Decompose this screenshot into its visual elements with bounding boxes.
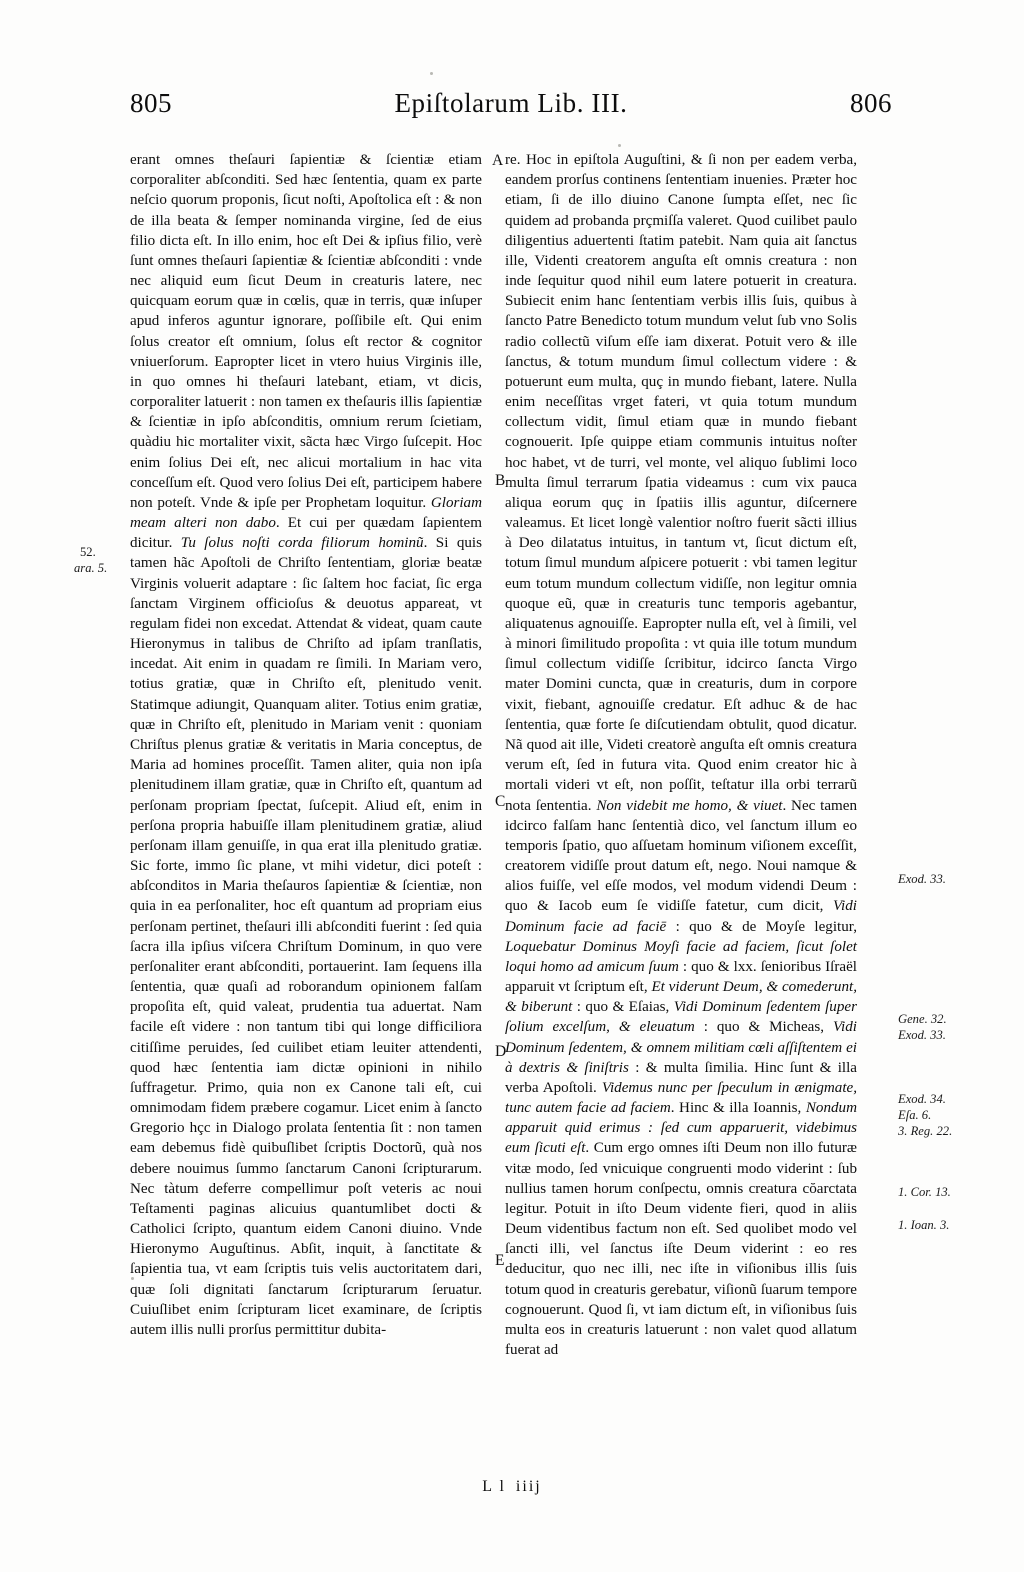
signature-number: iiij: [515, 1478, 542, 1495]
left-quote-2: Tu ſolus noſti corda filiorum hominũ: [180, 535, 424, 552]
right-text-part-3: : quo & de Moyſe legitur,: [666, 918, 857, 935]
right-text-part-8: . Hinc & illa Ioannis,: [670, 1100, 806, 1117]
right-quote-6: Vidi Dominum ſedentem, & omnem militiam cœli aſſiſtentem ei à dextris & ſiniſtris: [505, 1019, 857, 1076]
scan-speck: [430, 72, 433, 75]
scan-speck: [618, 144, 621, 147]
left-text-part-2: . Et cui per quædam ſapientem dicitur.: [130, 515, 482, 552]
margin-note-left-1: 52.: [80, 545, 96, 559]
right-text-part-2: . Nec tamen idcirco falſam hanc ſententià dico, vel ſanctum illum eo temporis ſpatio, quo aſſuetam hominum viſionem exceſſit, creatorem vidiſſe prout datum eſt, nego. Noui namque & alios fuiſſe, vel eſſe modos, vel modum videndi Deum : quo & Iacob eum ſe vidiſſe fatetur, cum dicit,: [505, 797, 858, 915]
column-left: [130, 150, 482, 1340]
right-quote-4: Et viderunt Deum, & comederunt, & biberunt: [505, 979, 857, 1016]
left-quote-1: Gloriam meam alteri non dabo: [130, 494, 482, 532]
margin-note-right-7: 1. Cor. 13.: [898, 1185, 951, 1199]
right-text-part-7: : & multa ſimilia. Hinc ſunt & illa verba Apoſtoli.: [505, 1059, 857, 1096]
folio-number-right: 806: [849, 88, 892, 118]
right-quote-3: Loquebatur Dominus Moyſi facie ad faciem, ſicut ſolet loqui homo ad amicum ſuum: [505, 938, 857, 975]
margin-note-right-1: Exod. 33.: [898, 872, 946, 886]
right-text-part-5: : quo & Eſaias,: [572, 999, 674, 1016]
signature-quire: L l: [482, 1478, 506, 1495]
signature-mark: [0, 1478, 1024, 1496]
margin-note-right-8: 1. Ioan. 3.: [898, 1218, 950, 1232]
right-text-part-1: re. Hoc in epiſtola Auguſtini, & ſi non per eadem verba, eandem prorſus continens ſententiam inuenies. Præter hoc etiam, ſi de illo diuino Canone ſumpta eſſet, nec ſic quidem ad probanda prçmiſſa valeret. Quod cuilibet paulo diligentius aduertenti ſtatim patebit. Nam quia ait ſanctus ille, Videnti creatorem anguſta eſt omnis creatura : non inde ſequitur quod nihil eum latere potuerit in creatura. Subiecit enim hanc ſententiam verbis illis ſuis, quibus à ſancto Patre Benedicto totum mundum velut ſub vno Solis radio collectũ viſum eſſe iam dixerat. Potuit vero & ille ſanctus, & totum mundum ſimul collectum videre : & potuerunt eum multa, quç in mundo fiebant, latere. Nulla enim neceſſitas vrget fateri, vt quia totum mundum collectum vidit, ſimul etiam quæ in mundo fiebant cognouerit. Ipſe quippe etiam communis intuitus noſter hoc habet, vt de turri, vel monte, vel aliquo ſublimi loco multa ſimul terrarum ſpatia videamus : cum vix pauca aliqua eorum quç in ſpatiis illis aguntur, diſcernere valeamus. Et licet longè valentior noſtro fuerit sãcti illius à Deo dilatatus intuitus, in tantum vt, ſicut dictum eſt, totum ſimul mundum aſpicere potuerit : vbi tamen legitur eum totum mundum collectum vidiſſe, non legitur omnia quoque eũ, quæ in creaturis tunc temporis agebantur, aliquatenus agnouiſſe. Eapropter nulla eſt, vel à ſimili, vel à minori ſimilitudo propoſita : vt quia ille totum mundum ſimul collectum vidiſſe ſcribitur, idcirco ſancta Virgo mater Domini cuncta, quæ in creaturis, dum in corpore vixit, fiebant, agnouiſſe credatur. Eſt adhuc & de hac ſententia, quæ forte ſe diſcutiendam obtulit, quod dicatur. Nã quod ait ille, Videti creatorè anguſta eſt omnis creatura verum eſt, ſed in futura vita. Quod enim creator hic à mortali videri vt eſt, non poſſit, teſtatur illa orbi terrarũ nota ſententia.: [505, 152, 857, 814]
column-right: [505, 150, 857, 1360]
column-right-paragraph: [505, 150, 857, 1360]
running-head: [130, 88, 892, 130]
right-text-part-6: : quo & Micheas,: [694, 1019, 833, 1036]
column-marker-a: A: [492, 152, 504, 169]
right-quote-2: Vidi Dominum facie ad faciē: [505, 898, 857, 935]
right-quote-7: Videmus nunc per ſpeculum in ænigmate, tunc autem facie ad faciem: [505, 1079, 857, 1117]
right-quote-8: Nondum apparuit quid erimus : ſed cum apparuerit, videbimus eum ſicuti eſt: [505, 1100, 857, 1157]
left-text-part-3: . Si quis tamen hãc Apoſtoli de Chriſto ſententiam, gloriæ beatæ Virginis voluerit adaptare : ſic ſaltem hoc faciat, ſic erga ſanctam Virginem officioſus & deuotus appareat, vt regulam fidei non excedat. Attendat & videat, quam caute Hieronymus in talibus de Chriſto ad ipſam tranſlatis, incedat. Ait enim in quadam re ſimili. In Mariam vero, totius gratiæ, quæ in Chriſto eſt, plenitudo venit. Statimque adiungit, Quanquam aliter. Totius enim gratiæ, quæ in Chriſto eſt, plenitudo in Mariam venit : quoniam Chriſtus plenus gratiæ & veritatis in Maria conceptus, de Maria ad homines proceſſit. Tamen aliter, quia non ipſa plenitudinem illam gratiæ, quæ in Chriſto eſt, quantum ad perſonam propriam ſpectat, ſuſcepit. Aliud eſt, enim in perſona propria habuiſſe illam plenitudinem gratiæ, aliud perſonam illam genuiſſe, in qua erat illa plenitudo gratiæ. Sic forte, immo ſic plane, vt mihi videtur, dici poteſt : abſconditos in Maria theſauros ſapientiæ & ſcientiæ, non quia in ea perſonaliter, hoc eſt quantum ad propriam eius perſonam pertinet, theſauri illi abſconditi fuerint : ſed quia ſacra illa ipſius viſcera Chriſtum Dominum, in quo vere perſonaliter erant abſconditi, portauerint. Iam ſequens illa ſententia, quæ quaſi ad roborandum opinionem falſam propoſita eſt, quid valeat, prudentia tua aduertat. Nam facile eſt videre : non tantum tibi qui longe difficiliora citiſſime peruides, ſed cuilibet etiam leuiter attendenti, quod hæc ſententia iam dictæ opinioni in nihilo ſuffragetur. Primo, quia non ex Canone tali eſt, cui omnimodam fidem præbere cogamur. Licet enim à ſancto Gregorio hçc in Dialogo prolata ſententia ſit : non tamen eam debemus fidè quibuſlibet ſcriptis Doctorũ, quà nos debere nouimus ſummo ſanctarum Canoni ſcripturarum. Nec tàtum deferre compellimur poſt veteris ac noui Teſtamenti paginas alicuius quantumlibet docti & Catholici ſcripto, quantum eidem Canoni diuino. Vnde Hieronymo Auguſtinus. Abſit, inquit, à ſanctitate & ſapientia tua, vt eam ſcriptis tuis velis auctoritatem dari, quæ ſoli dignitati ſanctarum ſcripturarum ſeruatur. Cuiuſlibet enim ſcripturam licet examinare, de ſcriptis autem illis nulli prorſus permittitur dubita-: [130, 535, 482, 1338]
page-title: Epiſtolarum Lib. III.: [394, 88, 628, 118]
margin-note-right-4: Exod. 34.: [898, 1092, 946, 1106]
column-marker-e: E: [495, 1252, 505, 1269]
column-marker-d: D: [495, 1043, 507, 1060]
right-quote-1: Non videbit me homo, & viuet: [596, 797, 783, 814]
column-marker-c: C: [495, 793, 506, 810]
right-quote-5: Vidi Dominum ſedentem ſuper ſolium excelſum, & eleuatum: [505, 999, 857, 1036]
column-left-paragraph: [130, 150, 482, 1340]
margin-note-left-2: ara. 5.: [74, 561, 108, 575]
right-text-part-9: . Cum ergo omnes iſti Deum non illo futuræ vitæ modo, ſed vnicuique congruenti modo viderint : ſub nullius tamen horum conſpectu, omnis creatura cŏarctata legitur. Potuit in iſto Deum vidente fieri, quod in aliis Deum videntibus factum non eſt. Sed quolibet modo vel ſancti illi, vel ſanctus iſte Deum viderint : eo res deducitur, quo nec illi, nec iſte in viſionibus illis ſuis totum quod in creaturis gerebatur, viſionũ ſuarum tempore cognouerunt. Quod ſi, vt iam dictum eſt, in viſionibus ſuis multa eos in creaturis latuerunt : non valet quod allatum fuerat ad: [505, 1140, 857, 1359]
margin-note-right-5: Eſa. 6.: [898, 1108, 932, 1122]
margin-note-right-2: Gene. 32.: [898, 1012, 947, 1026]
folio-number-left: 805: [130, 88, 172, 118]
column-marker-b: B: [495, 472, 506, 489]
right-text-part-4: : quo & lxx. ſenioribus Iſraël apparuit vt ſcriptum eſt,: [505, 958, 857, 996]
margin-note-right-6: 3. Reg. 22.: [898, 1124, 953, 1138]
scan-speck: [131, 1277, 134, 1280]
margin-note-right-3: Exod. 33.: [898, 1028, 946, 1042]
left-text-part-1: erant omnes theſauri ſapientiæ & ſcientiæ etiam corporaliter abſconditi. Sed hæc ſententia, quam ex parte neſcio quorum proponis, ſicut noſti, Apoſtolica eſt : & non de illa beata & ſemper nominanda virgine, ſed de eius filio dicta eſt. In illo enim, hoc eſt Dei & ipſius filio, verè ſunt omnes theſauri ſapientiæ & ſcientiæ abſconditi : vnde nec aliquid eum ſicut Deum in creaturis latere, nec quicquam eorum quæ in cœlis, quæ in terris, quæ inſuper apud inferos aguntur ignorare, poſſibile eſt. Qui enim ſolus creator eſt omnium, ſolus eſt rector & cognitor vniuerſorum. Eapropter licet in vtero huius Virginis ille, in quo omnes hi theſauri latebant, etiam, vt dicis, corporaliter latuerit : non tamen ex theſauris illis ſapientiæ & ſcientiæ in ipſo abſconditis, omnium rerum ſcietiam, quàdiu hic mortaliter vixit, sãcta hæc Virgo ſuſcepit. Hoc enim ſolius Dei eſt, nec alicui mortalium in hac vita conceſſum eſt. Quod vero ſolius Dei eſt, participem habere non poteſt. Vnde & ipſe per Prophetam loquitur.: [130, 152, 482, 511]
